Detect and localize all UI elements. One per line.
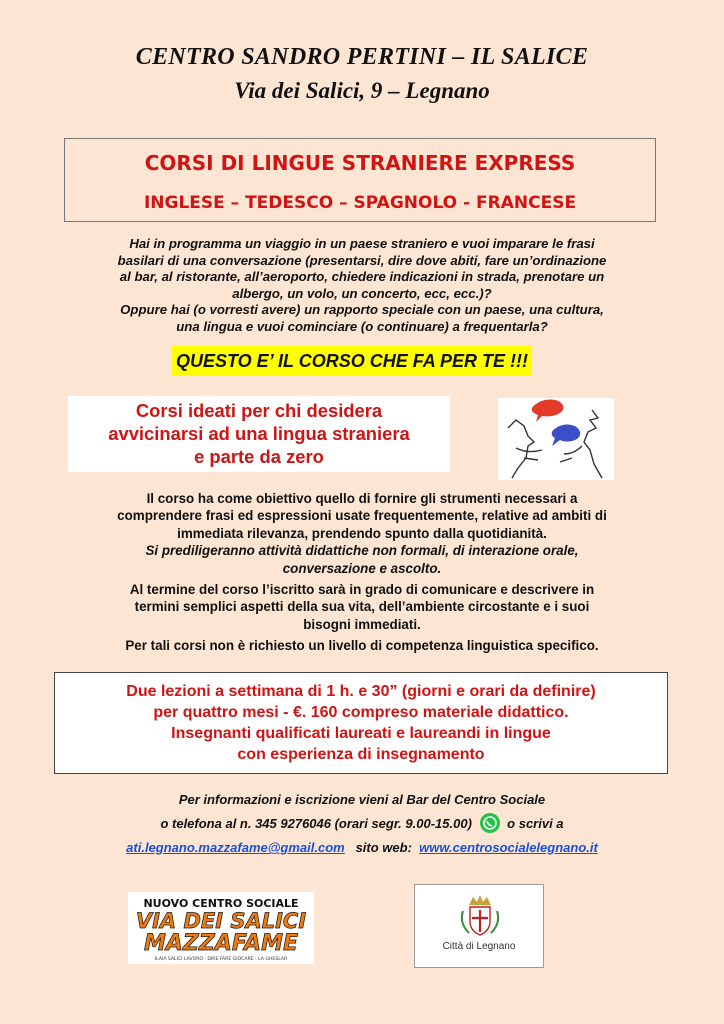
description-line: Si prediligeranno attività didattiche non formali, di interazione orale, xyxy=(145,543,579,559)
description-line: Per tali corsi non è richiesto un livello di competenza linguistica specifico. xyxy=(125,638,599,654)
description-line: Il corso ha come obiettivo quello di fornire gli strumenti necessari a xyxy=(146,491,578,506)
course-title-box xyxy=(64,138,656,222)
contact-info xyxy=(0,788,724,860)
address: Via dei Salici, 9 – Legnano xyxy=(234,78,490,103)
intro-line: una lingua e vuoi cominciare (o continuare) a frequentarla? xyxy=(176,318,548,334)
intro-line: Oppure hai (o vorresti avere) un rapporto speciale con un paese, una cultura, xyxy=(120,302,604,318)
intro-paragraph xyxy=(62,236,662,336)
email-link[interactable]: ati.legnano.mazzafame@gmail.com xyxy=(126,840,345,855)
contact-links-line xyxy=(0,836,724,860)
target-line: avvicinarsi ad una lingua straniera xyxy=(108,423,410,444)
lessons-info-box xyxy=(54,672,668,774)
contact-line: Per informazioni e iscrizione vieni al Bar del Centro Sociale xyxy=(178,792,546,807)
whatsapp-icon[interactable] xyxy=(480,813,500,833)
description-line: conversazione e ascolto. xyxy=(282,560,442,576)
intro-line: basilari di una conversazione (presentarsi, dire dove abiti, fare un’ordinazione xyxy=(117,252,607,268)
target-line: Corsi ideati per chi desidera xyxy=(135,400,383,421)
lessons-line: con esperienza di insegnamento xyxy=(237,746,485,763)
logo-middle-text: VIA DEI SALICI xyxy=(135,909,307,933)
description-line: termini semplici aspetti della sua vita, dell’ambiente circostante e i suoi xyxy=(134,599,590,615)
phone-text: o telefona al n. 345 9276046 (orari segr. 9.00-15.00) xyxy=(160,816,472,831)
intro-line: Hai in programma un viaggio in un paese straniero e vuoi imparare le frasi xyxy=(129,236,595,251)
description-line: Al termine del corso l’iscritto sarà in grado di comunicare e descrivere in xyxy=(129,582,595,598)
logo-bottom-text: MAZZAFAME xyxy=(144,931,298,956)
course-title: CORSI DI LINGUE STRANIERE EXPRESS xyxy=(144,151,576,175)
highlight-banner: QUESTO E’ IL CORSO CHE FA PER TE !!! xyxy=(172,346,532,376)
target-audience-box xyxy=(68,396,450,472)
site-label: sito web: xyxy=(355,840,412,855)
description-line: bisogni immediati. xyxy=(303,616,421,632)
write-text: o scrivi a xyxy=(507,816,564,831)
lessons-line: per quattro mesi - €. 160 compreso materiale didattico. xyxy=(153,704,569,721)
course-description xyxy=(70,490,654,655)
city-logo-text: Città di Legnano xyxy=(442,941,516,952)
city-coat-of-arms-icon xyxy=(415,885,545,941)
mazzafame-logo xyxy=(128,892,314,964)
website-link[interactable]: www.centrosocialelegnano.it xyxy=(419,840,598,855)
description-line: comprendere frasi ed espressioni usate frequentemente, relative ad ambiti di xyxy=(117,508,607,524)
lessons-line: Due lezioni a settimana di 1 h. e 30” (giorni e orari da definire) xyxy=(126,683,596,700)
conversation-illustration xyxy=(498,398,614,480)
contact-phone-line xyxy=(0,812,724,836)
description-line: immediata rilevanza, prendendo spunto dalla quotidianità. xyxy=(177,525,547,541)
page-title: CENTRO SANDRO PERTINI – IL SALICE xyxy=(135,44,589,70)
lessons-line: Insegnanti qualificati laureati e laureandi in lingue xyxy=(171,725,551,742)
city-of-legnano-logo xyxy=(414,884,544,968)
logo-tagline: ILAIA SALICI LAVORO · DIRE FARE GIOCARE · LA GHESLAR xyxy=(154,957,288,962)
target-line: e parte da zero xyxy=(194,446,324,467)
course-languages: INGLESE – TEDESCO – SPAGNOLO - FRANCESE xyxy=(143,193,577,213)
logo-top-text: NUOVO CENTRO SOCIALE xyxy=(143,897,299,910)
intro-line: albergo, un volo, un concerto, ecc, ecc.)? xyxy=(232,285,492,301)
intro-line: al bar, al ristorante, all’aeroporto, chiedere indicazioni in strada, prenotare un xyxy=(119,269,605,285)
